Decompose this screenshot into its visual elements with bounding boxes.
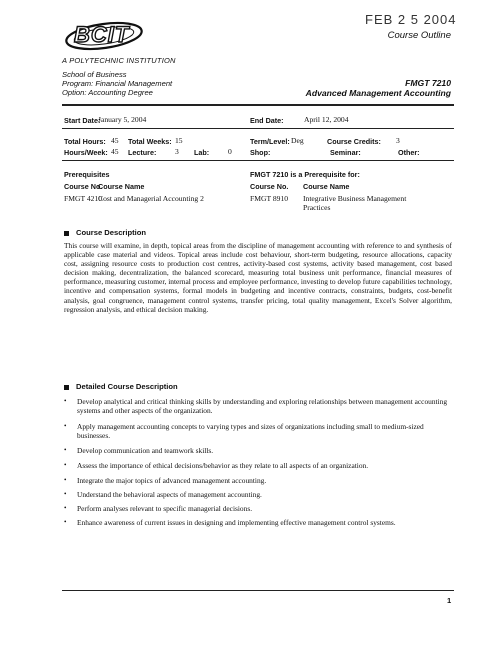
prerequisites-title: Prerequisites xyxy=(64,170,110,179)
total-hours-value: 45 xyxy=(111,136,119,145)
prereq-for-course-no: FMGT 8910 xyxy=(250,194,289,203)
institution-tagline: A POLYTECHNIC INSTITUTION xyxy=(62,56,176,65)
detailed-description-title: Detailed Course Description xyxy=(76,382,178,391)
doc-type: Course Outline xyxy=(387,30,451,41)
course-description-heading xyxy=(64,228,146,237)
shop-label: Shop: xyxy=(250,148,271,157)
lecture-label: Lecture: xyxy=(128,148,157,157)
list-item: • Assess the importance of ethical decisions/behavior as they relate to all aspects of an organization. xyxy=(64,461,369,470)
end-date-label: End Date: xyxy=(250,116,284,125)
prereq-course-no: FMGT 4210 xyxy=(64,194,103,203)
prereq-for-title: FMGT 7210 is a Prerequisite for: xyxy=(250,170,360,179)
start-date-label: Start Date: xyxy=(64,116,101,125)
list-item: • Apply management accounting concepts to varying types and sizes of organizations including small to medium-sized businesses. xyxy=(64,422,424,440)
end-date-value: April 12, 2004 xyxy=(304,115,349,124)
term-level-value: Deg xyxy=(291,136,304,145)
course-credits-value: 3 xyxy=(396,136,400,145)
prereq-for-course-name-line1: Integrative Business Management xyxy=(303,194,407,203)
term-level-label: Term/Level: xyxy=(250,137,290,146)
bullet-icon: • xyxy=(64,476,67,484)
total-hours-label: Total Hours: xyxy=(64,137,106,146)
bullet-icon: • xyxy=(64,446,67,454)
page-number: 1 xyxy=(447,596,452,605)
bullet-icon: • xyxy=(64,518,67,526)
bullet-icon: • xyxy=(64,397,67,405)
header-rule xyxy=(62,104,454,106)
lecture-value: 3 xyxy=(175,147,179,156)
bullet-icon: • xyxy=(64,461,67,469)
list-item: • Integrate the major topics of advanced management accounting. xyxy=(64,476,267,485)
course-description-text: This course will examine, in depth, topical areas from the discipline of management accounting with reference to and synthesis of applicable case material and videos. Topical areas include cost behaviour, short-term budgeting, resource allocations, capacity cost, assigning resource costs to production cost centres, activity-based cost systems, activity based management, cost based decision making, decentralization, the balanced scorecard, measuring total business unit performance, financial measures of performance, measuring customer, internal process and employee performance, investing to develop future capabilities technology, incentive and compensation systems, formal models in budgeting and incentive contracts, constraints, budgets, cost-benefit analysis, goal congruence, management control systems, transfer pricing, total quality management, Excel's Solver algorithm, regression analysis, and ethical decision making. xyxy=(64,241,452,314)
list-item: • Perform analyses relevant to specific managerial decisions. xyxy=(64,504,253,513)
start-date-value: January 5, 2004 xyxy=(98,115,147,124)
square-bullet-icon xyxy=(64,231,69,236)
prereq-course-name: Cost and Managerial Accounting 2 xyxy=(98,194,204,203)
course-credits-label: Course Credits: xyxy=(327,137,381,146)
list-item: • Develop communication and teamwork skills. xyxy=(64,446,214,455)
prereq-col-course-no: Course No. xyxy=(64,182,103,191)
course-title: Advanced Management Accounting xyxy=(305,88,451,98)
lab-value: 0 xyxy=(228,147,232,156)
logo-wordmark: BCIT xyxy=(74,22,130,47)
total-weeks-label: Total Weeks: xyxy=(128,137,172,146)
prereq-col-course-name: Course Name xyxy=(98,182,145,191)
prereq-for-course-name-line2: Practices xyxy=(303,203,331,212)
total-weeks-value: 15 xyxy=(175,136,183,145)
school-name: School of Business xyxy=(62,70,127,79)
detailed-description-heading xyxy=(64,382,178,391)
list-item: • Understand the behavioral aspects of management accounting. xyxy=(64,490,262,499)
list-item: • Develop analytical and critical thinking skills by understanding and exploring relationships between management accounting systems and other aspects of the organization. xyxy=(64,397,448,415)
other-label: Other: xyxy=(398,148,420,157)
lab-label: Lab: xyxy=(194,148,210,157)
seminar-label: Seminar: xyxy=(330,148,361,157)
bcit-logo xyxy=(62,14,146,54)
received-date-stamp: FEB 2 5 2004 xyxy=(365,12,457,27)
option-name: Option: Accounting Degree xyxy=(62,88,153,97)
hours-week-label: Hours/Week: xyxy=(64,148,108,157)
square-bullet-icon xyxy=(64,385,69,390)
hours-rule xyxy=(62,160,454,161)
bullet-icon: • xyxy=(64,490,67,498)
bullet-icon: • xyxy=(64,504,67,512)
course-code: FMGT 7210 xyxy=(405,78,451,88)
program-name: Program: Financial Management xyxy=(62,79,173,88)
dates-rule xyxy=(62,128,454,129)
list-item: • Enhance awareness of current issues in designing and implementing effective management control systems. xyxy=(64,518,396,527)
prereq-for-col-course-name: Course Name xyxy=(303,182,350,191)
hours-week-value: 45 xyxy=(111,147,119,156)
footer-rule xyxy=(62,590,454,591)
course-description-title: Course Description xyxy=(76,228,147,237)
bullet-icon: • xyxy=(64,422,67,430)
prereq-for-col-course-no: Course No. xyxy=(250,182,289,191)
